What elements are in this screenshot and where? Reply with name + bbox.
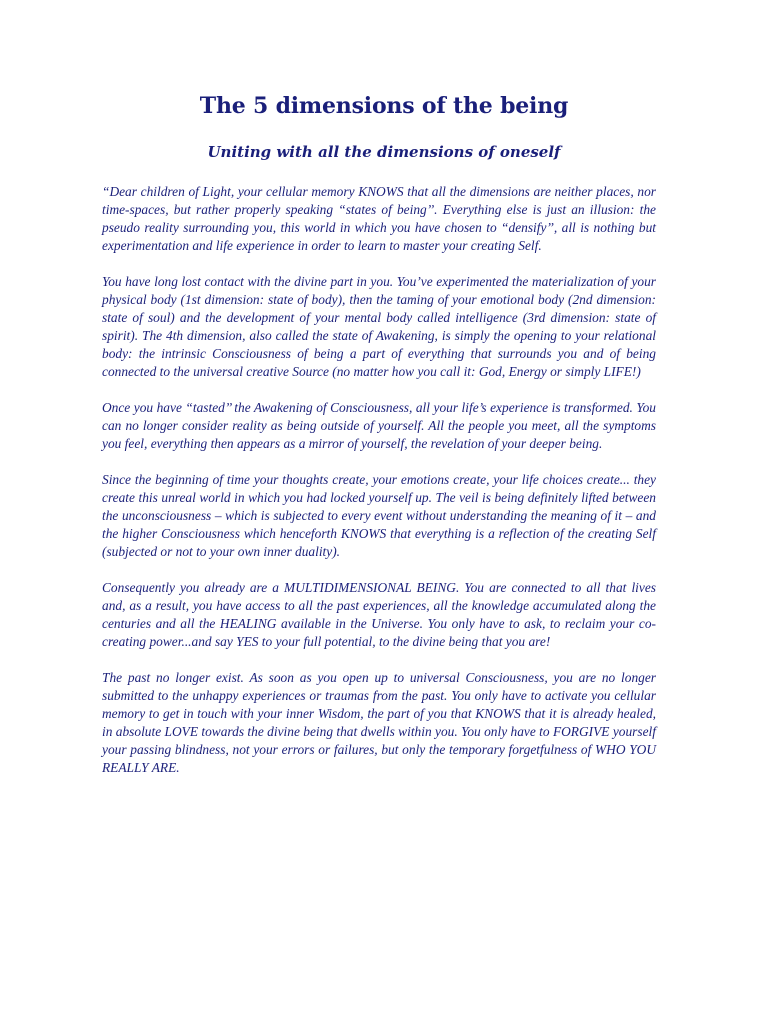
document-title: The 5 dimensions of the being bbox=[199, 93, 569, 119]
paragraph: You have long lost contact with the divine part in you. You’ve experimented the materialization of your physical body (1st dimension: state of body), then the taming of your emotional body (2nd dimension: state of soul) and the development of your mental body called intelligence (3rd dimension: state of spirit). The 4th dimension, also called the state of Awakening, is simply the opening to your relational body: the intrinsic Consciousness of being a part of everything that surrounds you and of being connected to the universal creative Source (no matter how you call it: God, Energy or simply LIFE!) bbox=[102, 274, 656, 379]
paragraph: The past no longer exist. As soon as you open up to universal Consciousness, you are no longer submitted to the unhappy experiences or traumas from the past. You only have to activate you cellular memory to get in touch with your inner Wisdom, the part of you that KNOWS that it is already healed, in absolute LOVE towards the divine being that dwells within you. You only have to FORGIVE yourself your passing blindness, not your errors or failures, but only the temporary forgetfulness of WHO YOU REALLY ARE. bbox=[102, 670, 656, 775]
paragraph: “Dear children of Light, your cellular memory KNOWS that all the dimensions are neither places, nor time-spaces, but rather properly speaking “states of being’’. Everything else is just an illusion: the pseudo reality surrounding you, this world in which you have chosen to “densify’’, all is nothing but experimentation and life experience in order to learn to master your creating Self. bbox=[102, 184, 656, 253]
paragraph: Consequently you already are a MULTIDIMENSIONAL BEING. You are connected to all that lives and, as a result, you have access to all the past experiences, all the knowledge accumulated along the centuries and all the HEALING available in the Universe. You only have to ask, to reclaim your co-creating power...and say YES to your full potential, to the divine being that you are! bbox=[102, 580, 656, 649]
paragraph: Once you have “tasted’’ the Awakening of Consciousness, all your life’s experience is transformed. You can no longer consider reality as being outside of yourself. All the people you meet, all the symptoms you feel, everything then appears as a mirror of yourself, the revelation of your deeper being. bbox=[102, 400, 656, 451]
document-body bbox=[102, 183, 656, 795]
document-subtitle: Uniting with all the dimensions of oneself bbox=[207, 143, 561, 161]
paragraph: Since the beginning of time your thoughts create, your emotions create, your life choices create... they create this unreal world in which you had locked yourself up. The veil is being definitely lifted between the unconsciousness – which is subjected to every event without understanding the meaning of it – and the higher Consciousness which henceforth KNOWS that everything is a reflection of the creating Self (subjected or not to your own inner duality). bbox=[102, 472, 656, 559]
